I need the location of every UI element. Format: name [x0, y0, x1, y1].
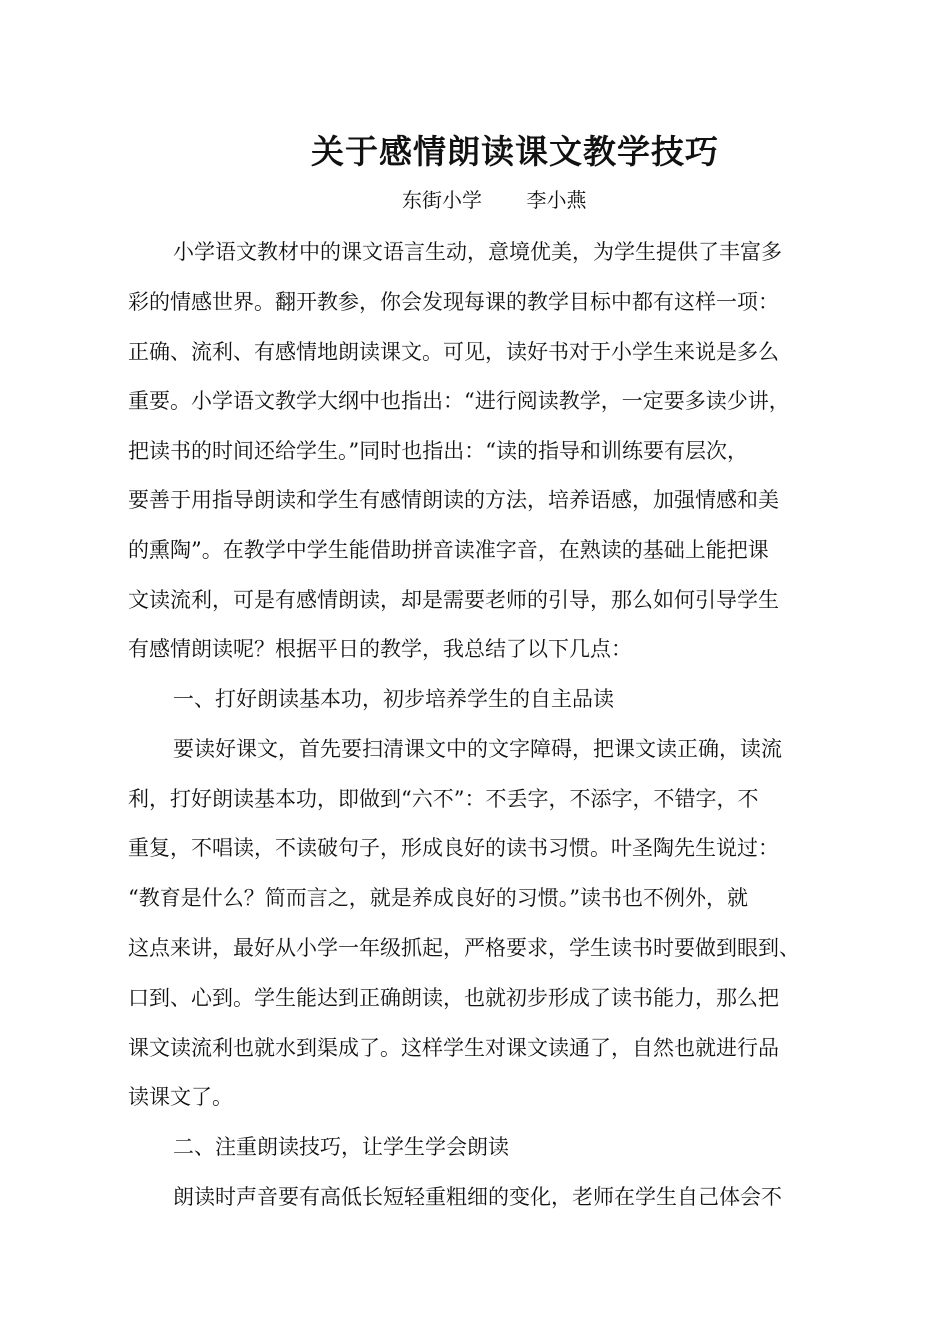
paragraph-line: 读课文了。 [128, 1085, 233, 1109]
paragraph-line: 有感情朗读呢？根据平日的教学，我总结了以下几点： [128, 637, 632, 661]
paragraph-line: 正确、流利、有感情地朗读课文。可见，读好书对于小学生来说是多么 [128, 340, 779, 364]
paragraph-line: 把读书的时间还给学生。”同时也指出：“读的指导和训练要有层次， [128, 439, 748, 463]
paragraph-line: 利，打好朗读基本功，即做到“六不”：不丢字，不添字，不错字，不 [128, 787, 759, 811]
paragraph-line: 小学语文教材中的课文语言生动，意境优美，为学生提供了丰富多 [173, 240, 782, 264]
paragraph-line: 重要。小学语文教学大纲中也指出：“进行阅读教学，一定要多读少讲， [128, 389, 790, 413]
paragraph-line: 口到、心到。学生能达到正确朗读，也就初步形成了读书能力，那么把 [128, 986, 779, 1010]
document-title: 关于感情朗读课文教学技巧 [311, 132, 719, 171]
section-heading: 一、打好朗读基本功，初步培养学生的自主品读 [173, 687, 614, 711]
paragraph-line: “教育是什么？简而言之，就是养成良好的习惯。”读书也不例外，就 [128, 886, 748, 910]
paragraph-line: 重复，不唱读，不读破句子，形成良好的读书习惯。叶圣陶先生说过： [128, 836, 779, 860]
byline [402, 184, 587, 216]
paragraph-line: 这点来讲，最好从小学一年级抓起，严格要求，学生读书时要做到眼到、 [128, 936, 800, 960]
paragraph-line: 的熏陶”。在教学中学生能借助拼音读准字音，在熟读的基础上能把课 [128, 538, 769, 562]
paragraph-line: 朗读时声音要有高低长短轻重粗细的变化，老师在学生自己体会不 [173, 1185, 782, 1209]
author-name: 李小燕 [526, 188, 587, 212]
paragraph-line: 课文读流利也就水到渠成了。这样学生对课文读通了，自然也就进行品 [128, 1036, 779, 1060]
paragraph-line: 彩的情感世界。翻开教参，你会发现每课的教学目标中都有这样一项： [128, 290, 779, 314]
school-name: 东街小学 [402, 188, 482, 212]
section-heading: 二、注重朗读技巧，让学生学会朗读 [173, 1135, 509, 1159]
paragraph-line: 文读流利，可是有感情朗读，却是需要老师的引导，那么如何引导学生 [128, 588, 779, 612]
paragraph-line: 要善于用指导朗读和学生有感情朗读的方法，培养语感，加强情感和美 [128, 488, 779, 512]
paragraph-line: 要读好课文，首先要扫清课文中的文字障碍，把课文读正确，读流 [173, 737, 782, 761]
